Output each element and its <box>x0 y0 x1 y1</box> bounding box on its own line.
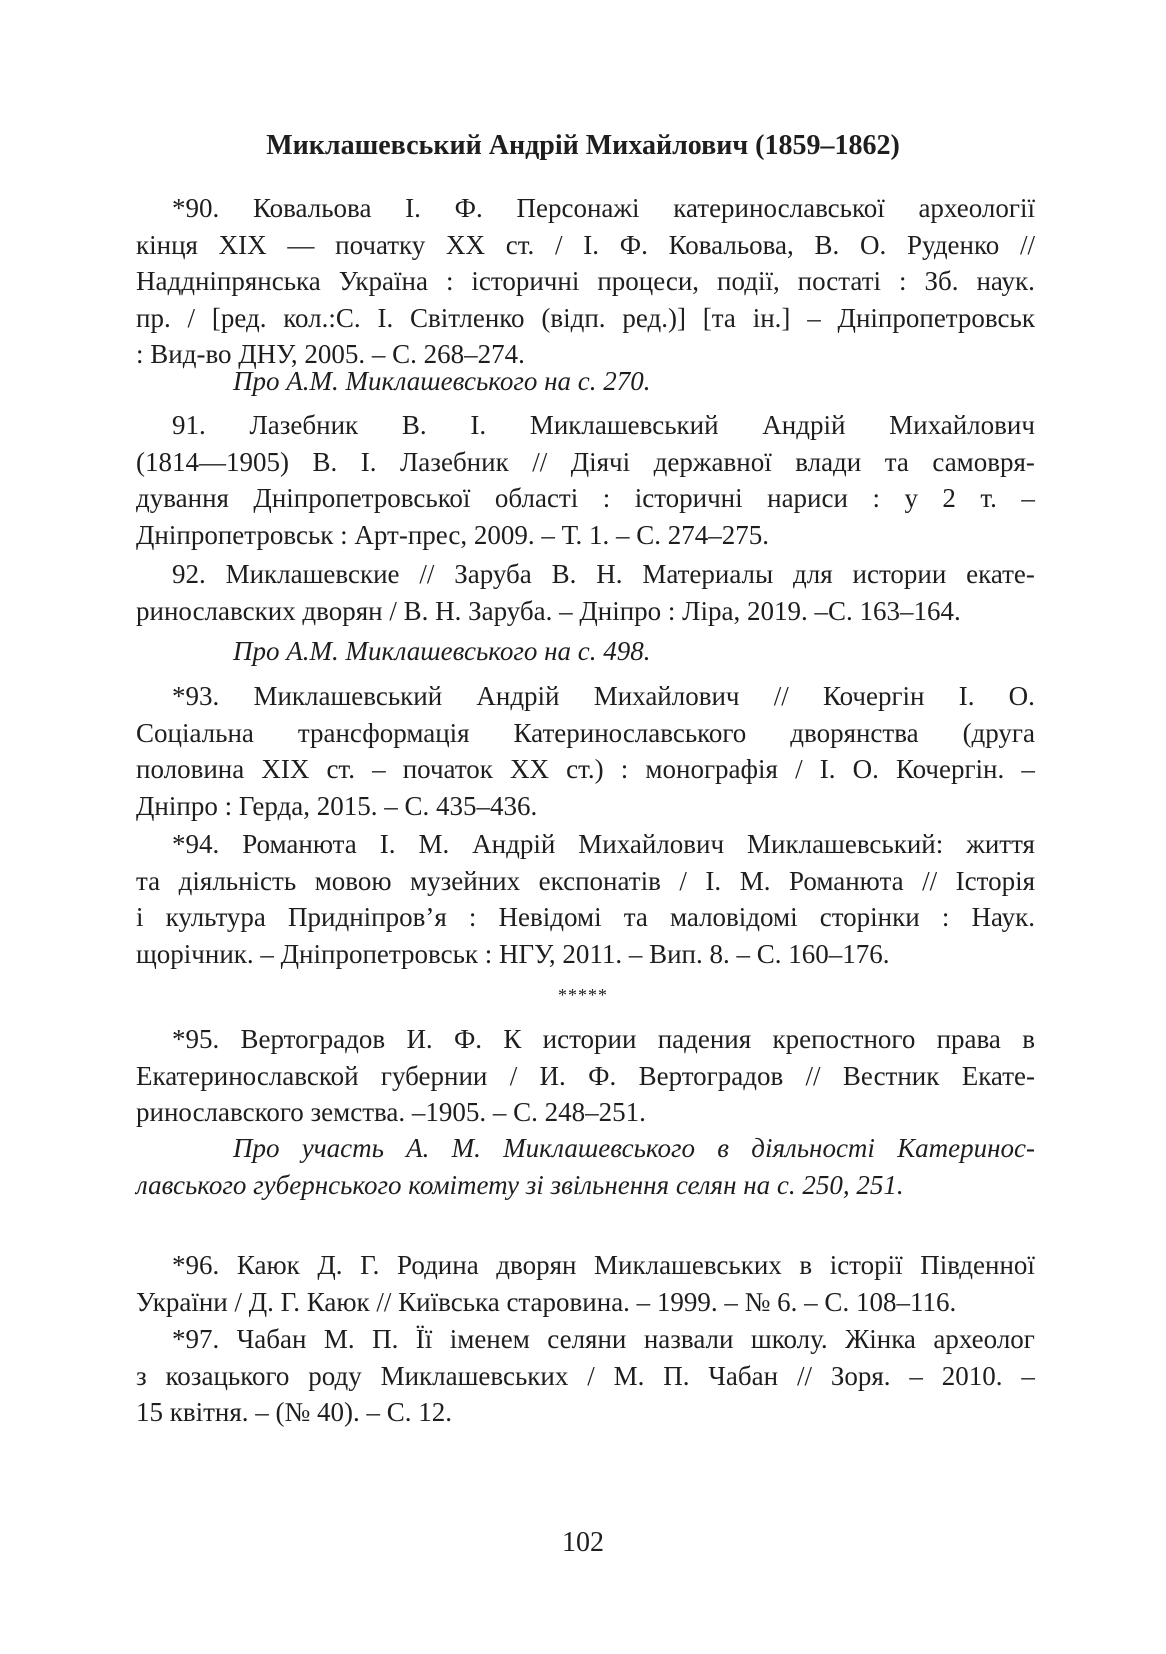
entry-line: *90. Ковальова І. Ф. Персонажі катеринославської археології <box>172 193 1035 223</box>
entry-line: *97. Чабан М. П. Її іменем селяни назвали школу. Жінка археолог <box>172 1324 1035 1354</box>
note-line: лавського губернського комітету зі звільнення селян на с. 250, 251. <box>136 1169 904 1200</box>
entry-line: *96. Каюк Д. Г. Родина дворян Миклашевських в історії Південної <box>172 1250 1035 1280</box>
entry-line: *93. Миклашевський Андрій Михайлович // Кочергін І. О. <box>172 681 1035 711</box>
entry-note-90: Про А.М. Миклашевського на с. 270. <box>233 366 651 396</box>
page-number: 102 <box>562 1527 604 1558</box>
entry-line: 92. Миклашевские // Заруба В. Н. Материалы для истории екате- <box>172 559 1035 589</box>
entry-line: і культура Придніпров’я : Невідомі та маловідомі сторінки : Наук. <box>136 902 1035 932</box>
bibliography-entry-94 <box>136 826 1035 972</box>
bibliography-entry-90 <box>136 190 1035 373</box>
entry-line: щорічник. – Дніпропетровськ : НГУ, 2011. – Вип. 8. – С. 160–176. <box>136 938 890 969</box>
entry-line: половина ХІХ ст. – початок ХХ ст.) : монографія / І. О. Кочергін. – <box>136 754 1035 784</box>
entry-line: України / Д. Г. Каюк // Київська старовина. – 1999. – № 6. – С. 108–116. <box>136 1286 957 1317</box>
bibliography-entry-96 <box>136 1247 1035 1320</box>
entry-line: : Вид-во ДНУ, 2005. – С. 268–274. <box>136 339 525 369</box>
entry-line: 15 квітня. – (№ 40). – С. 12. <box>136 1397 453 1427</box>
entry-line: 91. Лазебник В. І. Миклашевський Андрій Михайлович <box>172 410 1035 440</box>
entry-line: *95. Вертоградов И. Ф. К истории падения крепостного права в <box>172 1024 1035 1054</box>
note-line: Про участь А. М. Миклашевського в діяльності Катеринос- <box>233 1133 1035 1163</box>
bibliography-entry-91 <box>136 407 1035 553</box>
entry-line: ринославских дворян / В. Н. Заруба. – Дніпро : Ліра, 2019. –С. 163–164. <box>136 595 961 626</box>
bibliography-entry-95 <box>136 1021 1035 1131</box>
bibliography-entry-92 <box>136 556 1035 629</box>
entry-line: Соціальна трансформація Катеринославського дворянства (друга <box>136 717 1035 748</box>
section-separator: ***** <box>558 985 608 1005</box>
bibliography-entry-93 <box>136 678 1035 824</box>
entry-note-92: Про А.М. Миклашевського на с. 498. <box>233 636 651 666</box>
entry-line: ринославского земства. –1905. – С. 248–251. <box>136 1097 646 1127</box>
entry-line: дування Дніпропетровської області : історичні нариси : у 2 т. – <box>136 483 1035 513</box>
entry-line: Дніпропетровськ : Арт-прес, 2009. – Т. 1. – С. 274–275. <box>136 519 769 550</box>
entry-line: Дніпро : Герда, 2015. – С. 435–436. <box>136 790 538 821</box>
entry-line: Наддніпрянська Україна : історичні процеси, події, постаті : Зб. наук. <box>136 266 1035 296</box>
entry-line: кінця ХІХ — початку ХХ ст. / І. Ф. Ковальова, В. О. Руденко // <box>136 229 1035 260</box>
entry-line: пр. / [ред. кол.:С. І. Світленко (відп. ред.)] [та ін.] – Дніпропетровськ <box>136 302 1035 333</box>
entry-line: Екатеринославской губернии / И. Ф. Вертоградов // Вестник Екате- <box>136 1060 1035 1091</box>
entry-line: з козацького роду Миклашевських / М. П. Чабан // Зоря. – 2010. – <box>136 1360 1035 1391</box>
entry-line: та діяльність мовою музейних експонатів / І. М. Романюта // Історія <box>136 865 1035 896</box>
bibliography-entry-97 <box>136 1321 1035 1431</box>
entry-line: *94. Романюта І. М. Андрій Михайлович Миклашевський: життя <box>172 829 1035 859</box>
section-heading: Миклашевський Андрій Михайлович (1859–1862) <box>266 130 900 161</box>
entry-note-95 <box>136 1130 1035 1203</box>
entry-line: (1814—1905) В. І. Лазебник // Діячі державної влади та самовря- <box>136 446 1035 477</box>
